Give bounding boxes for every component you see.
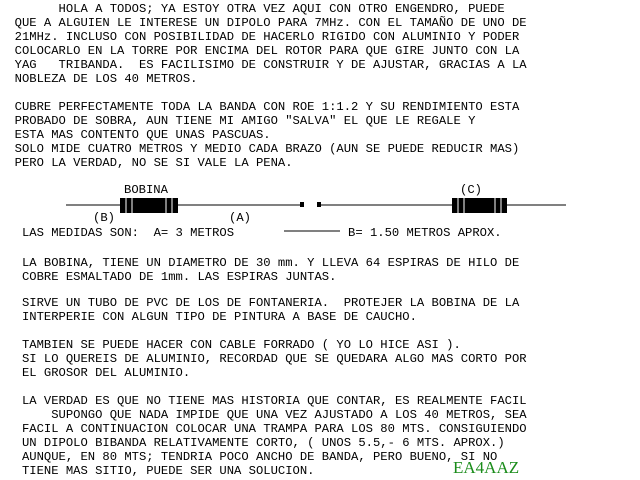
- closing-line-5: AUNQUE, EN 80 MTS; TENDRIA POCO ANCHO DE BANDA, PERO BUENO, SI NO: [0, 450, 498, 464]
- coil-line-1: LA BOBINA, TIENE UN DIAMETRO DE 30 mm. Y LLEVA 64 ESPIRAS DE HILO DE: [0, 256, 520, 270]
- b-label: (B): [93, 211, 115, 225]
- intro-line-3: 21MHz. INCLUSO CON POSIBILIDAD DE HACERLO RIGIDO CON ALUMINIO Y PODER: [0, 30, 520, 44]
- intro-line-6: NOBLEZA DE LOS 40 METROS.: [0, 72, 198, 86]
- performance-line-1: CUBRE PERFECTAMENTE TODA LA BANDA CON ROE 1:1.2 Y SU RENDIMIENTO ESTA: [0, 100, 520, 114]
- intro-line-5: YAG TRIBANDA. ES FACILISIMO DE CONSTRUIR Y DE AJUSTAR, GRACIAS A LA: [0, 58, 527, 72]
- closing-line-2: SUPONGO QUE NADA IMPIDE QUE UNA VEZ AJUSTADO A LOS 40 METROS, SEA: [0, 408, 527, 422]
- a-label: (A): [229, 211, 251, 225]
- intro-line-4: COLOCARLO EN LA TORRE POR ENCIMA DEL ROTOR PARA QUE GIRE JUNTO CON LA: [0, 44, 520, 58]
- intro-line-1: HOLA A TODOS; YA ESTOY OTRA VEZ AQUI CON OTRO ENGENDRO, PUEDE: [0, 2, 505, 16]
- performance-line-5: PERO LA VERDAD, NO SE SI VALE LA PENA.: [0, 156, 293, 170]
- bobina-label: BOBINA: [124, 183, 168, 197]
- closing-line-4: UN DIPOLO BIBANDA RELATIVAMENTE CORTO, ( UNOS 5.5,- 6 MTS. APROX.): [0, 436, 505, 450]
- tube-line-2: INTERPERIE CON ALGUN TIPO DE PINTURA A BASE DE CAUCHO.: [0, 310, 417, 324]
- feed-point-right: [317, 202, 321, 207]
- signature-callsign: EA4AAZ: [453, 458, 520, 477]
- cable-line-3: EL GROSOR DEL ALUMINIO.: [0, 366, 191, 380]
- coil-line-2: COBRE ESMALTADO DE 1mm. LAS ESPIRAS JUNTAS.: [0, 270, 337, 284]
- performance-line-2: PROBADO DE SOBRA, AUN TIENE MI AMIGO "SALVA" EL QUE LE REGALE Y: [0, 114, 476, 128]
- closing-line-3: FACIL A CONTINUACION COLOCAR UNA TRAMPA PARA LOS 80 MTS. CONSIGUIENDO: [0, 422, 527, 436]
- closing-line-1: LA VERDAD ES QUE NO TIENE MAS HISTORIA QUE CONTAR, ES REALMENTE FACIL: [0, 394, 527, 408]
- cable-line-1: TAMBIEN SE PUEDE HACER CON CABLE FORRADO ( YO LO HICE ASI ).: [0, 338, 461, 352]
- cable-line-2: SI LO QUEREIS DE ALUMINIO, RECORDAD QUE SE QUEDARA ALGO MAS CORTO POR: [0, 352, 527, 366]
- tube-line-1: SIRVE UN TUBO DE PVC DE LOS DE FONTANERIA. PROTEJER LA BOBINA DE LA: [0, 296, 520, 310]
- right-coil: [452, 198, 507, 213]
- c-label: (C): [460, 183, 482, 197]
- feed-point-left: [300, 202, 304, 207]
- measures-suffix: B= 1.50 METROS APROX.: [348, 226, 502, 240]
- performance-line-3: ESTA MAS CONTENTO QUE UNAS PASCUAS.: [0, 128, 271, 142]
- performance-line-4: SOLO MIDE CUATRO METROS Y MEDIO CADA BRAZO (AUN SE PUEDE REDUCIR MAS): [0, 142, 520, 156]
- measures-prefix: LAS MEDIDAS SON: A= 3 METROS: [0, 226, 235, 240]
- closing-line-6: TIENE MAS SITIO, PUEDE SER UNA SOLUCION.: [0, 464, 315, 478]
- intro-line-2: QUE A ALGUIEN LE INTERESE UN DIPOLO PARA 7MHz. CON EL TAMAÑO DE UNO DE: [0, 16, 527, 30]
- left-coil: [120, 198, 178, 213]
